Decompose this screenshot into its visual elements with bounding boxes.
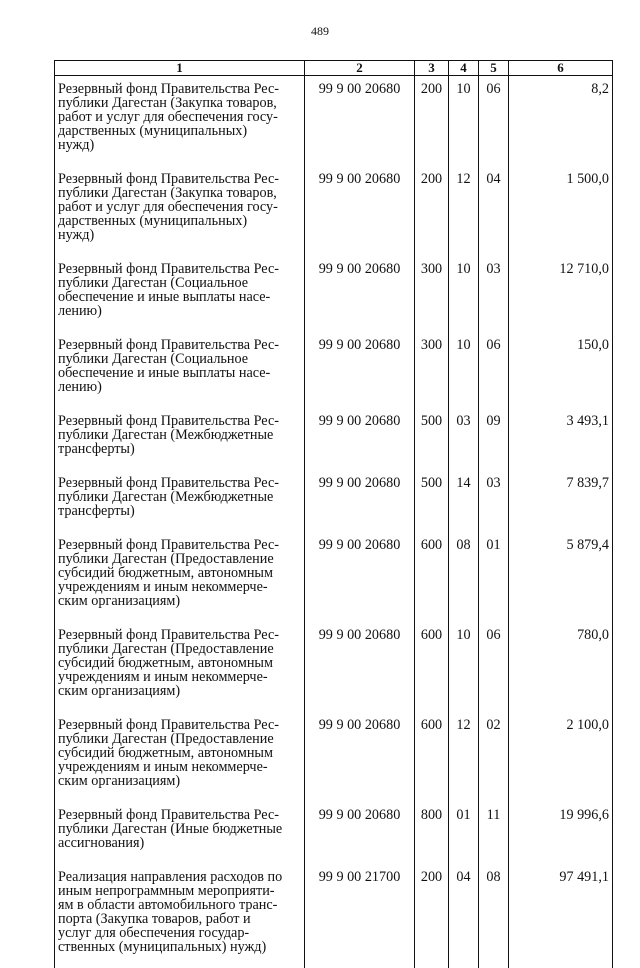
row-col3-text: 500 (420, 475, 443, 491)
row-col3-cell (415, 166, 449, 256)
row-name-text: Резервный фонд Правительства Рес- публики Дагестан (Межбюджетные трансферты) (58, 413, 279, 457)
row-sum-cell (509, 470, 613, 532)
row-code-text: 99 9 00 20680 (318, 81, 401, 97)
row-col4-cell (449, 408, 479, 470)
row-col5-cell (479, 470, 509, 532)
row-col4-cell (449, 712, 479, 802)
row-sum-text: 780,0 (577, 627, 609, 643)
row-name-text: Резервный фонд Правительства Рес- публики Дагестан (Иные бюджетные ассигнования) (58, 807, 283, 851)
row-col5-cell (479, 532, 509, 622)
row-col5-cell (479, 408, 509, 470)
row-code-cell (305, 802, 415, 864)
row-col4-cell (449, 622, 479, 712)
row-sum-text: 5 879,4 (566, 537, 609, 553)
row-col5-text: 08 (486, 869, 501, 885)
row-sum-cell (509, 622, 613, 712)
row-name-cell (55, 864, 305, 968)
row-col4-cell (449, 532, 479, 622)
row-sum-cell (509, 76, 613, 167)
row-col5-text: 03 (486, 475, 501, 491)
row-col4-text: 10 (456, 81, 471, 97)
row-col3-cell (415, 712, 449, 802)
col-header-4: 4 (449, 61, 479, 76)
row-col3-cell (415, 408, 449, 470)
row-name-cell (55, 76, 305, 167)
row-col3-text: 600 (420, 627, 443, 643)
row-col4-text: 03 (456, 413, 471, 429)
row-name-text: Резервный фонд Правительства Рес- публики Дагестан (Предоставление субсидий бюджетным, автономным учреждениям и иным некоммерче- ским организациям) (58, 537, 279, 609)
row-col3-text: 600 (420, 717, 443, 733)
row-name-text: Резервный фонд Правительства Рес- публики Дагестан (Предоставление субсидий бюджетным, автономным учреждениям и иным некоммерче- ским организациям) (58, 627, 279, 699)
row-col5-cell (479, 802, 509, 864)
row-code-text: 99 9 00 20680 (318, 475, 401, 491)
budget-table (54, 60, 613, 968)
row-sum-text: 12 710,0 (559, 261, 609, 277)
row-col4-cell (449, 470, 479, 532)
table-header-row (55, 61, 613, 76)
row-code-cell (305, 332, 415, 408)
row-sum-cell (509, 408, 613, 470)
row-col5-text: 09 (486, 413, 501, 429)
row-name-cell (55, 532, 305, 622)
row-name-text: Резервный фонд Правительства Рес- публики Дагестан (Закупка товаров, работ и услуг для обеспечения госу- дарственных (муниципальных) нужд) (58, 171, 279, 243)
row-sum-text: 150,0 (577, 337, 609, 353)
row-col4-cell (449, 332, 479, 408)
row-col5-cell (479, 76, 509, 167)
row-col4-text: 10 (456, 261, 471, 277)
row-code-cell (305, 470, 415, 532)
row-col3-text: 600 (420, 537, 443, 553)
col-header-5: 5 (479, 61, 509, 76)
row-sum-cell (509, 864, 613, 968)
row-col3-cell (415, 76, 449, 167)
table-row (55, 408, 613, 470)
row-col3-text: 200 (420, 81, 443, 97)
row-col3-text: 200 (420, 171, 443, 187)
table-row (55, 76, 613, 167)
row-code-cell (305, 166, 415, 256)
row-col3-text: 200 (420, 869, 443, 885)
row-code-cell (305, 864, 415, 968)
row-code-text: 99 9 00 20680 (318, 537, 401, 553)
row-sum-cell (509, 802, 613, 864)
row-col4-text: 01 (456, 807, 471, 823)
row-col4-cell (449, 802, 479, 864)
row-col3-cell (415, 622, 449, 712)
row-sum-text: 7 839,7 (566, 475, 609, 491)
row-name-cell (55, 470, 305, 532)
row-col3-cell (415, 256, 449, 332)
row-col3-text: 800 (420, 807, 443, 823)
row-col5-cell (479, 256, 509, 332)
row-col4-text: 08 (456, 537, 471, 553)
row-col3-cell (415, 802, 449, 864)
row-code-cell (305, 622, 415, 712)
row-sum-cell (509, 712, 613, 802)
row-col5-text: 02 (486, 717, 501, 733)
row-col3-text: 300 (420, 337, 443, 353)
row-code-text: 99 9 00 20680 (318, 261, 401, 277)
row-name-cell (55, 256, 305, 332)
row-col3-text: 300 (420, 261, 443, 277)
row-sum-text: 97 491,1 (559, 869, 609, 885)
row-sum-cell (509, 532, 613, 622)
row-col3-cell (415, 532, 449, 622)
table-row (55, 622, 613, 712)
row-col5-cell (479, 332, 509, 408)
row-col5-cell (479, 166, 509, 256)
table-row (55, 166, 613, 256)
row-col5-cell (479, 864, 509, 968)
table-row (55, 532, 613, 622)
row-col3-cell (415, 470, 449, 532)
row-sum-text: 2 100,0 (566, 717, 609, 733)
row-code-text: 99 9 00 20680 (318, 807, 401, 823)
row-code-text: 99 9 00 20680 (318, 627, 401, 643)
row-col4-cell (449, 256, 479, 332)
row-code-text: 99 9 00 20680 (318, 171, 401, 187)
row-name-text: Резервный фонд Правительства Рес- публики Дагестан (Закупка товаров, работ и услуг для обеспечения госу- дарственных (муниципальных) нужд) (58, 81, 279, 153)
row-col5-text: 04 (486, 171, 501, 187)
row-col5-text: 03 (486, 261, 501, 277)
row-col5-text: 06 (486, 81, 501, 97)
row-sum-text: 19 996,6 (559, 807, 609, 823)
col-header-6: 6 (509, 61, 613, 76)
row-sum-cell (509, 332, 613, 408)
row-col5-cell (479, 622, 509, 712)
row-col5-text: 06 (486, 337, 501, 353)
row-col4-text: 04 (456, 869, 471, 885)
row-code-text: 99 9 00 20680 (318, 717, 401, 733)
row-col4-cell (449, 76, 479, 167)
row-sum-text: 1 500,0 (566, 171, 609, 187)
col-header-2: 2 (305, 61, 415, 76)
row-code-cell (305, 76, 415, 167)
row-col5-text: 06 (486, 627, 501, 643)
col-header-1: 1 (55, 61, 305, 76)
table-row (55, 864, 613, 968)
row-col5-cell (479, 712, 509, 802)
table-row (55, 256, 613, 332)
row-name-cell (55, 712, 305, 802)
table-row (55, 332, 613, 408)
row-col4-text: 14 (456, 475, 471, 491)
row-col4-cell (449, 864, 479, 968)
row-name-text: Резервный фонд Правительства Рес- публики Дагестан (Социальное обеспечение и иные выплаты насе- лению) (58, 261, 279, 319)
row-name-text: Резервный фонд Правительства Рес- публики Дагестан (Межбюджетные трансферты) (58, 475, 279, 519)
row-name-cell (55, 802, 305, 864)
row-col4-text: 12 (456, 717, 471, 733)
row-col4-cell (449, 166, 479, 256)
row-name-cell (55, 332, 305, 408)
row-code-cell (305, 256, 415, 332)
row-code-cell (305, 532, 415, 622)
row-col5-text: 01 (486, 537, 501, 553)
page-number: 489 (311, 24, 329, 38)
row-sum-cell (509, 256, 613, 332)
row-code-cell (305, 408, 415, 470)
row-col4-text: 10 (456, 337, 471, 353)
row-code-text: 99 9 00 20680 (318, 337, 401, 353)
row-code-cell (305, 712, 415, 802)
row-code-text: 99 9 00 21700 (318, 869, 401, 885)
row-name-text: Резервный фонд Правительства Рес- публики Дагестан (Социальное обеспечение и иные выплаты насе- лению) (58, 337, 279, 395)
row-col3-text: 500 (420, 413, 443, 429)
row-name-cell (55, 166, 305, 256)
row-sum-cell (509, 166, 613, 256)
row-col4-text: 10 (456, 627, 471, 643)
row-col5-text: 11 (486, 807, 501, 823)
row-name-text: Реализация направления расходов по иным непрограммным мероприяти- ям в области автомобильного транс- порта (Закупка товаров, работ и услуг для обеспечения государ- ственных (муниципальных) нужд) (58, 869, 283, 955)
row-col4-text: 12 (456, 171, 471, 187)
table-row (55, 802, 613, 864)
row-name-cell (55, 408, 305, 470)
row-col3-cell (415, 332, 449, 408)
row-name-cell (55, 622, 305, 712)
row-name-text: Резервный фонд Правительства Рес- публики Дагестан (Предоставление субсидий бюджетным, автономным учреждениям и иным некоммерче- ским организациям) (58, 717, 279, 789)
table-row (55, 470, 613, 532)
col-header-3: 3 (415, 61, 449, 76)
row-sum-text: 8,2 (591, 81, 609, 97)
table-row (55, 712, 613, 802)
row-col3-cell (415, 864, 449, 968)
row-sum-text: 3 493,1 (566, 413, 609, 429)
row-code-text: 99 9 00 20680 (318, 413, 401, 429)
